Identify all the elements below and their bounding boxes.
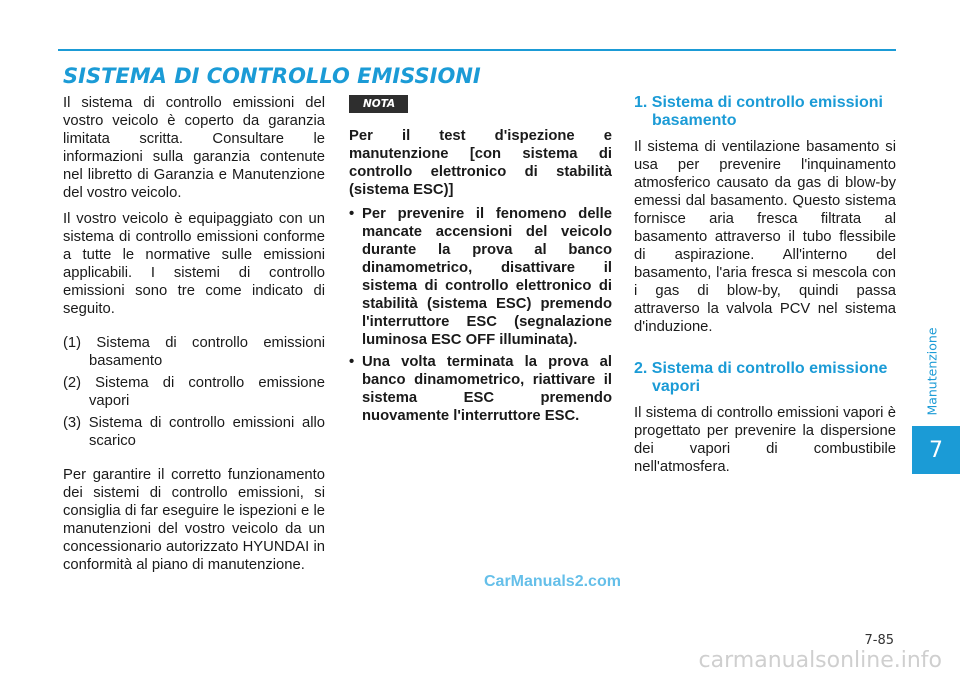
crankcase-paragraph: Il sistema di ventilazione basamento si usa per prevenire l'inquinamento atmosferico causato da gas di blow-by emessi dal basamento. Questo sistema fornisce aria fresca filtrata al basamento attraverso il tubo flessibile di aspirazione. All'interno del basamento, l'aria fresca si mescola con i gas di blow-by, quindi passa attraverso la valvola PCV nel sistema d'induzione. bbox=[634, 139, 896, 335]
column-systems bbox=[634, 94, 896, 484]
list-item: (1) Sistema di controllo emissioni basamento bbox=[63, 335, 325, 369]
list-item: (3) Sistema di controllo emissioni allo scarico bbox=[63, 415, 325, 449]
note-heading: Per il test d'ispezione e manutenzione [con sistema di controllo elettronico di stabilità (sistema ESC)] bbox=[349, 128, 612, 198]
column-intro bbox=[63, 94, 325, 582]
list-item: (2) Sistema di controllo emissione vapori bbox=[63, 375, 325, 409]
intro-paragraph-systems: Il vostro veicolo è equipaggiato con un sistema di controllo emissioni conforme a tutte le normative sulle emissioni applicabili. I sistemi di controllo emissioni sono tre come indicato di seguito. bbox=[63, 211, 325, 317]
intro-paragraph-warranty: Il sistema di controllo emissioni del vostro veicolo è coperto da garanzia limitata scritta. Consultare le informazioni sulla garanzia contenute nel libretto di Garanzia e Manutenzione del vostro veicolo. bbox=[63, 95, 325, 201]
footer-site-mark: carmanualsonline.info bbox=[698, 648, 942, 673]
note-bullets bbox=[349, 205, 612, 425]
side-section-tab bbox=[922, 316, 942, 426]
watermark: CarManuals2.com bbox=[484, 573, 621, 590]
side-section-label: Manutenzione bbox=[924, 326, 940, 416]
chapter-number-badge: 7 bbox=[912, 426, 960, 474]
page-number: 7-85 bbox=[864, 633, 894, 648]
intro-paragraph-maintenance: Per garantire il corretto funzionamento dei sistemi di controllo emissioni, si consiglia di far eseguire le ispezioni e le manutenzioni del vostro veicolo da un concessionario autorizzato HYUNDAI in conformità al piano di manutenzione. bbox=[63, 467, 325, 573]
page-title: SISTEMA DI CONTROLLO EMISSIONI bbox=[63, 64, 481, 88]
header-rule bbox=[58, 49, 896, 51]
note-badge: NOTA bbox=[349, 95, 408, 113]
evaporative-paragraph: Il sistema di controllo emissioni vapori è progettato per prevenire la dispersione dei vapori di combustibile nell'atmosfera. bbox=[634, 405, 896, 475]
section-heading-crankcase: 1. Sistema di controllo emissioni basamento bbox=[634, 94, 883, 129]
list-item: • Per prevenire il fenomeno delle mancate accensioni del veicolo durante la prova al banco dinamometrico, disattivare il sistema di controllo elettronico di stabilità (sistema ESC) premendo l'interruttore ESC (segnalazione luminosa ESC OFF illuminata). bbox=[349, 205, 612, 349]
list-item: • Una volta terminata la prova al banco dinamometrico, riattivare il sistema ESC premendo nuovamente l'interruttore ESC. bbox=[349, 353, 612, 425]
systems-list bbox=[63, 334, 325, 450]
section-heading-evaporative: 2. Sistema di controllo emissione vapori bbox=[634, 360, 888, 395]
column-note bbox=[349, 94, 612, 429]
